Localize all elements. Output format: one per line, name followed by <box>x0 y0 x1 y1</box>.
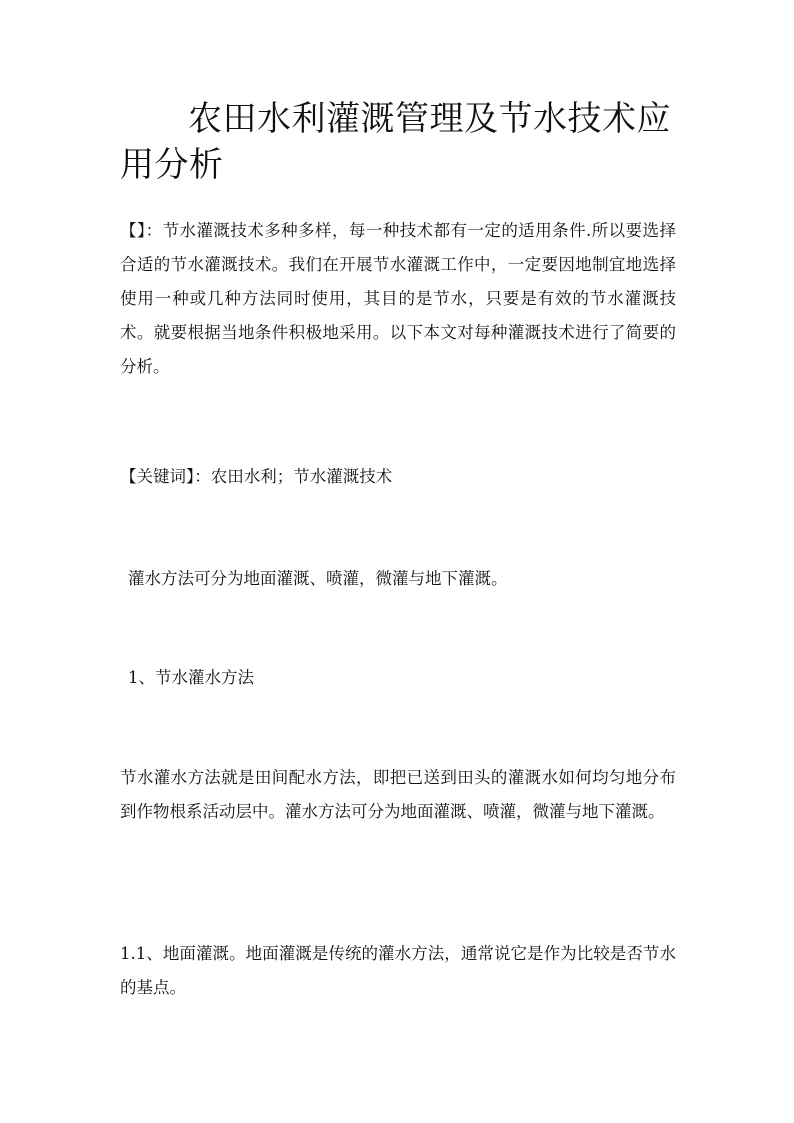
section-1-paragraph: 节水灌水方法就是田间配水方法，即把已送到田头的灌溉水如何均匀地分布到作物根系活动层中。灌水方法可分为地面灌溉、喷灌，微灌与地下灌溉。 <box>120 768 676 821</box>
section-1-heading: 1、节水灌水方法 <box>128 668 254 687</box>
document-title: 农田水利灌溉管理及节水技术应用分析 <box>120 99 671 185</box>
methods-intro-paragraph: 灌水方法可分为地面灌溉、喷灌，微灌与地下灌溉。 <box>128 569 508 588</box>
keywords-line: 【关键词】：农田水利；节水灌溉技术 <box>120 467 393 486</box>
section-1-1-paragraph: 1.1、地面灌溉。地面灌溉是传统的灌水方法，通常说它是作为比较是否节水的基点。 <box>120 944 676 997</box>
abstract-paragraph: 【】：节水灌溉技术多种多样，每一种技术都有一定的适用条件.所以要选择合适的节水灌溉技术。我们在开展节水灌溉工作中，一定要因地制宜地选择使用一种或几种方法同时使用，其目的是节水，只要是有效的节水灌溉技术。就要根据当地条件积极地采用。以下本文对每种灌溉技术进行了简要的分析。 <box>120 221 676 376</box>
